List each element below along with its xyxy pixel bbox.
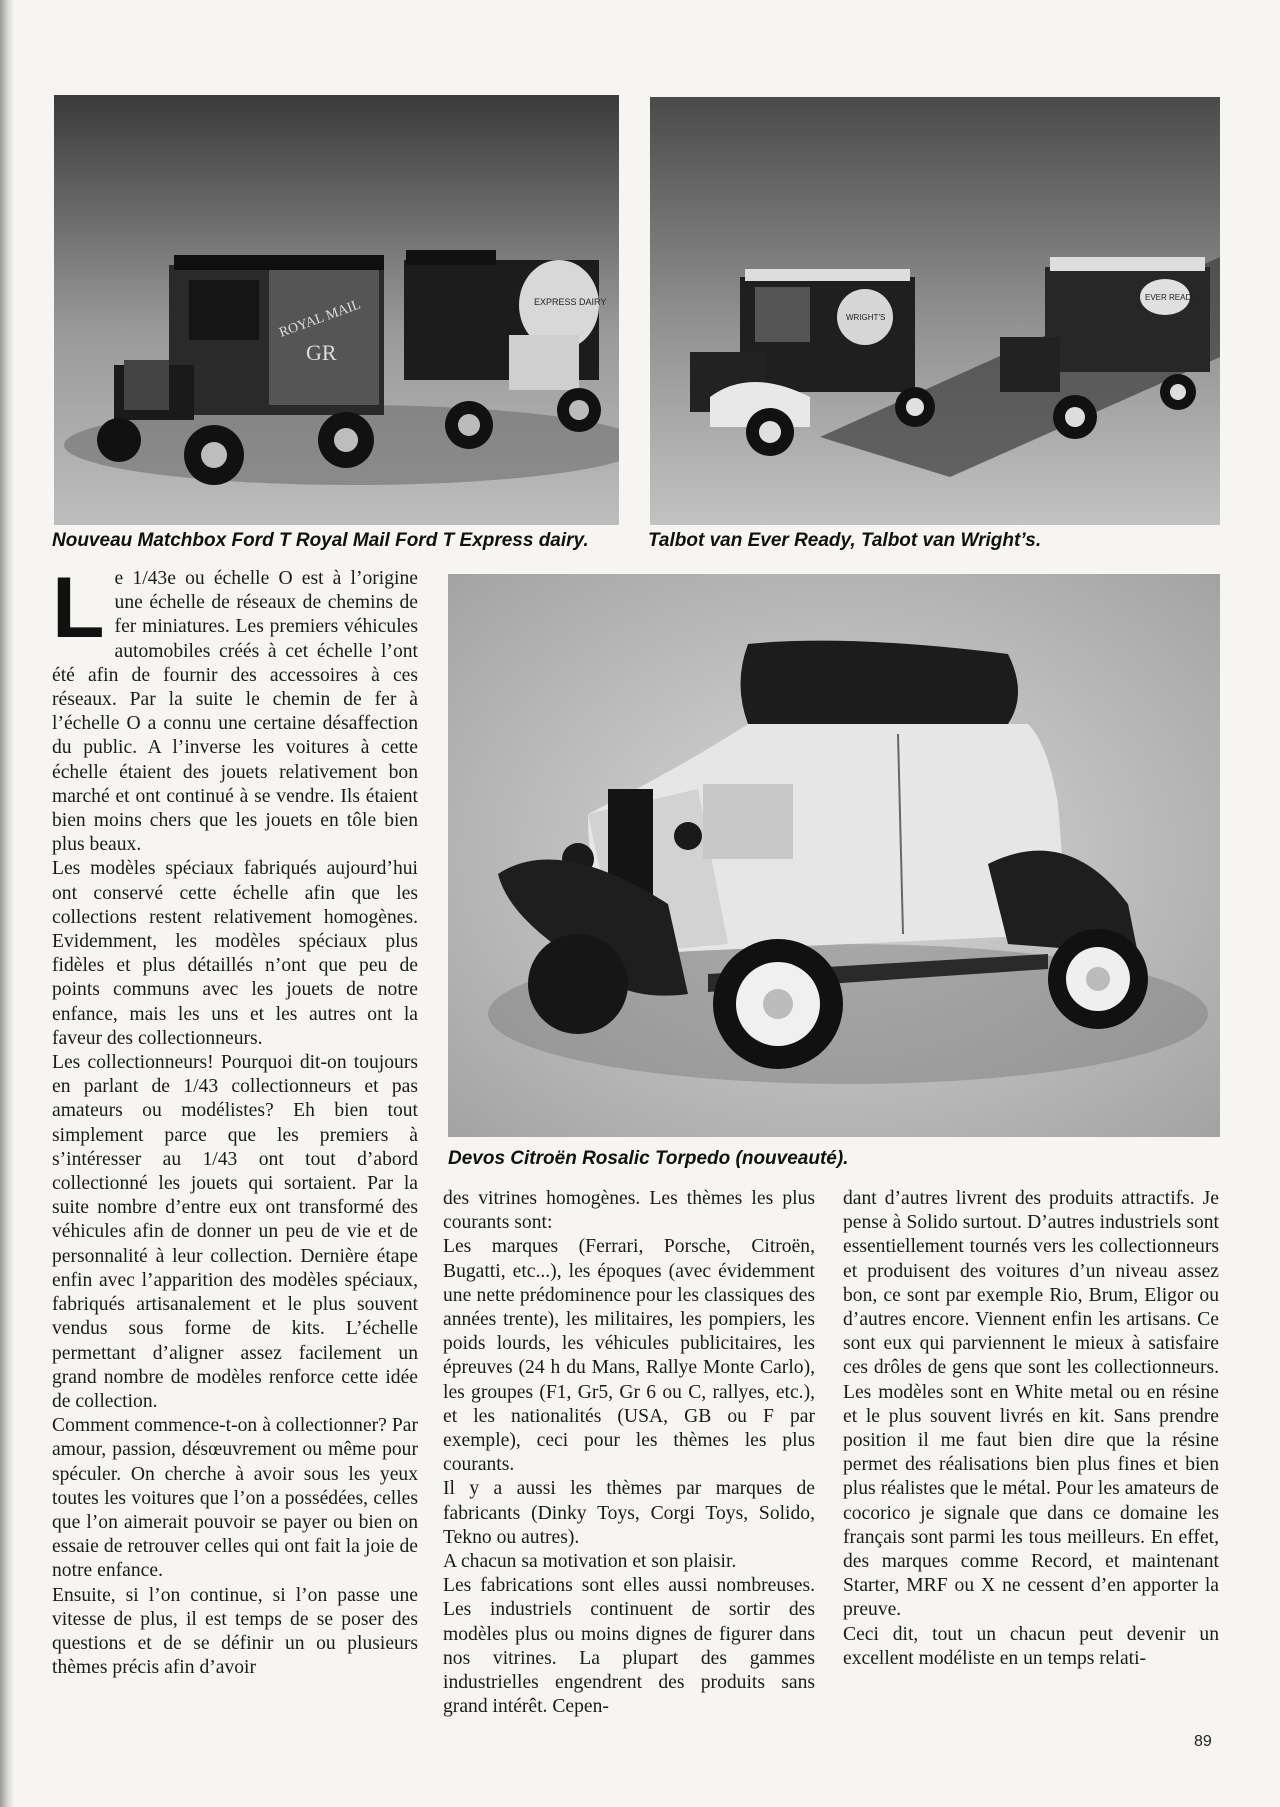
- ford-t-vans-image: [54, 95, 619, 525]
- citroen-rosalie-image: [448, 574, 1220, 1137]
- paragraph: e 1/43e ou échelle O est à l’origine une échelle de réseaux de chemins de fer miniatures. Les premiers véhicules automobiles créés à cet échelle l’ont été afin de fournir des accessoires à ces réseaux. Par la suite le chemin de fer à l’échelle O a connu une certaine désaffection du public. A l’inverse les voitures à cette échelle étaient des jouets relativement bon marché et ont continué à se vendre. Ils étaient bien moins chers que les jouets en tôle bien plus beaux.: [52, 568, 418, 856]
- paragraph: dant d’autres livrent des produits attractifs. Je pense à Solido surtout. D’autres industriels sont essentiellement tournés vers les collectionneurs et produisent des voitures d’un niveau assez bon, ce sont par exemple Rio, Brum, Eligor ou d’autres encore. Viennent enfin les artisans. Ce sont eux qui parviennent le mieux à satisfaire ces drôles de gens que sont les collectionneurs. Les modèles sont en White metal ou en résine et le plus souvent livrés en kit. Sans prendre position il me faut bien dire que la résine permet des réalisations bien plus fines et bien plus réalistes que le métal. Pour les amateurs de cocorico je signale que dans ce domaine les français sont parmi les tous meilleurs. En effet, des marques comme Record, et maintenant Starter, MRF ou X ne cessent d’en apporter la preuve.: [843, 1188, 1219, 1621]
- express-dairy-text: EXPRESS DAIRY: [534, 297, 607, 307]
- page-edge-shadow: [0, 0, 14, 1807]
- paragraph: Il y a aussi les thèmes par marques de fabricants (Dinky Toys, Corgi Toys, Solido, Tekno ou autres).: [443, 1478, 815, 1548]
- royal-mail-text: ROYAL MAIL: [277, 297, 363, 341]
- article-column-3: [843, 1187, 1219, 1671]
- wrights-text: WRIGHT'S: [846, 313, 886, 322]
- paragraph: Les fabrications sont elles aussi nombreuses. Les industriels continuent de sortir des modèles plus ou moins dignes de figurer dans nos vitrines. La plupart des gammes industrielles engendrent des produits sans grand intérêt. Cepen-: [443, 1575, 815, 1718]
- paragraph: Les marques (Ferrari, Porsche, Citroën, Bugatti, etc...), les époques (avec évidemment une nette prédominence pour les classiques des années trente), les militaires, les pompiers, les poids lourds, les véhicules publicitaires, les épreuves (24 h du Mans, Rallye Monte Carlo), les groupes (F1, Gr5, Gr 6 ou C, rallyes, etc.), et les nationalités (USA, GB ou F par exemple), ceci pour les thèmes les plus courants.: [443, 1236, 815, 1476]
- caption-talbot-vans: Talbot van Ever Ready, Talbot van Wright’s.: [648, 530, 1042, 551]
- paragraph: Les modèles spéciaux fabriqués aujourd’hui ont conservé cette échelle afin que les collections restent relativement homogènes. Evidemment, les modèles spéciaux plus fidèles et plus détaillés n’ont que peu de points communs avec les jouets de notre enfance, mais les uns et les autres ont la faveur des collectionneurs.: [52, 858, 418, 1049]
- drop-cap: L: [52, 560, 105, 656]
- paragraph: des vitrines homogènes. Les thèmes les plus courants sont:: [443, 1188, 815, 1234]
- talbot-vans-image: [650, 97, 1220, 525]
- paragraph: Comment commence-t-on à collectionner? Par amour, passion, désœuvrement ou même pour spéculer. On cherche à avoir sous les yeux toutes les voitures que l’on a possédées, celles que l’on aimerait pouvoir se payer ou bien on essaie de retrouver celles qui ont fait la joie de notre enfance.: [52, 1415, 418, 1582]
- gr-text: GR: [306, 340, 337, 365]
- photo-ford-t-vans: [54, 95, 619, 525]
- article-column-1: [52, 560, 418, 1680]
- paragraph: Les collectionneurs! Pourquoi dit-on toujours en parlant de 1/43 collectionneurs et pas amateurs ou modélistes? Eh bien tout simplement parce que les premiers à s’intéresser au 1/43 ont tout d’abord collectionné les jouets qui sortaient. Par la suite nombre d’entre eux ont transformé des véhicules afin de donner un peu de vie et de personnalité à leur collection. Dernière étape enfin avec l’apparition des modèles spéciaux, fabriqués artisanalement et le plus souvent vendus sous forme de kits. L’échelle permettant d’aligner assez facilement un grand nombre de modèles renforce cette idée de collection.: [52, 1052, 418, 1412]
- photo-citroen-rosalie: [448, 574, 1220, 1137]
- page-number: 89: [1194, 1733, 1212, 1750]
- paragraph: Ensuite, si l’on continue, si l’on passe une vitesse de plus, il est temps de se poser des questions et de se définir un ou plusieurs thèmes précis afin d’avoir: [52, 1584, 418, 1679]
- ever-ready-text: EVER READY: [1145, 293, 1197, 302]
- article-column-2: [443, 1187, 815, 1719]
- paragraph: A chacun sa motivation et son plaisir.: [443, 1551, 737, 1573]
- photo-talbot-vans: [650, 97, 1220, 525]
- caption-citroen-rosalie: Devos Citroën Rosalic Torpedo (nouveauté).: [448, 1148, 849, 1169]
- paragraph: Ceci dit, tout un chacun peut devenir un excellent modéliste en un temps relati-: [843, 1623, 1219, 1669]
- caption-ford-t-vans: Nouveau Matchbox Ford T Royal Mail Ford T Express dairy.: [52, 530, 589, 551]
